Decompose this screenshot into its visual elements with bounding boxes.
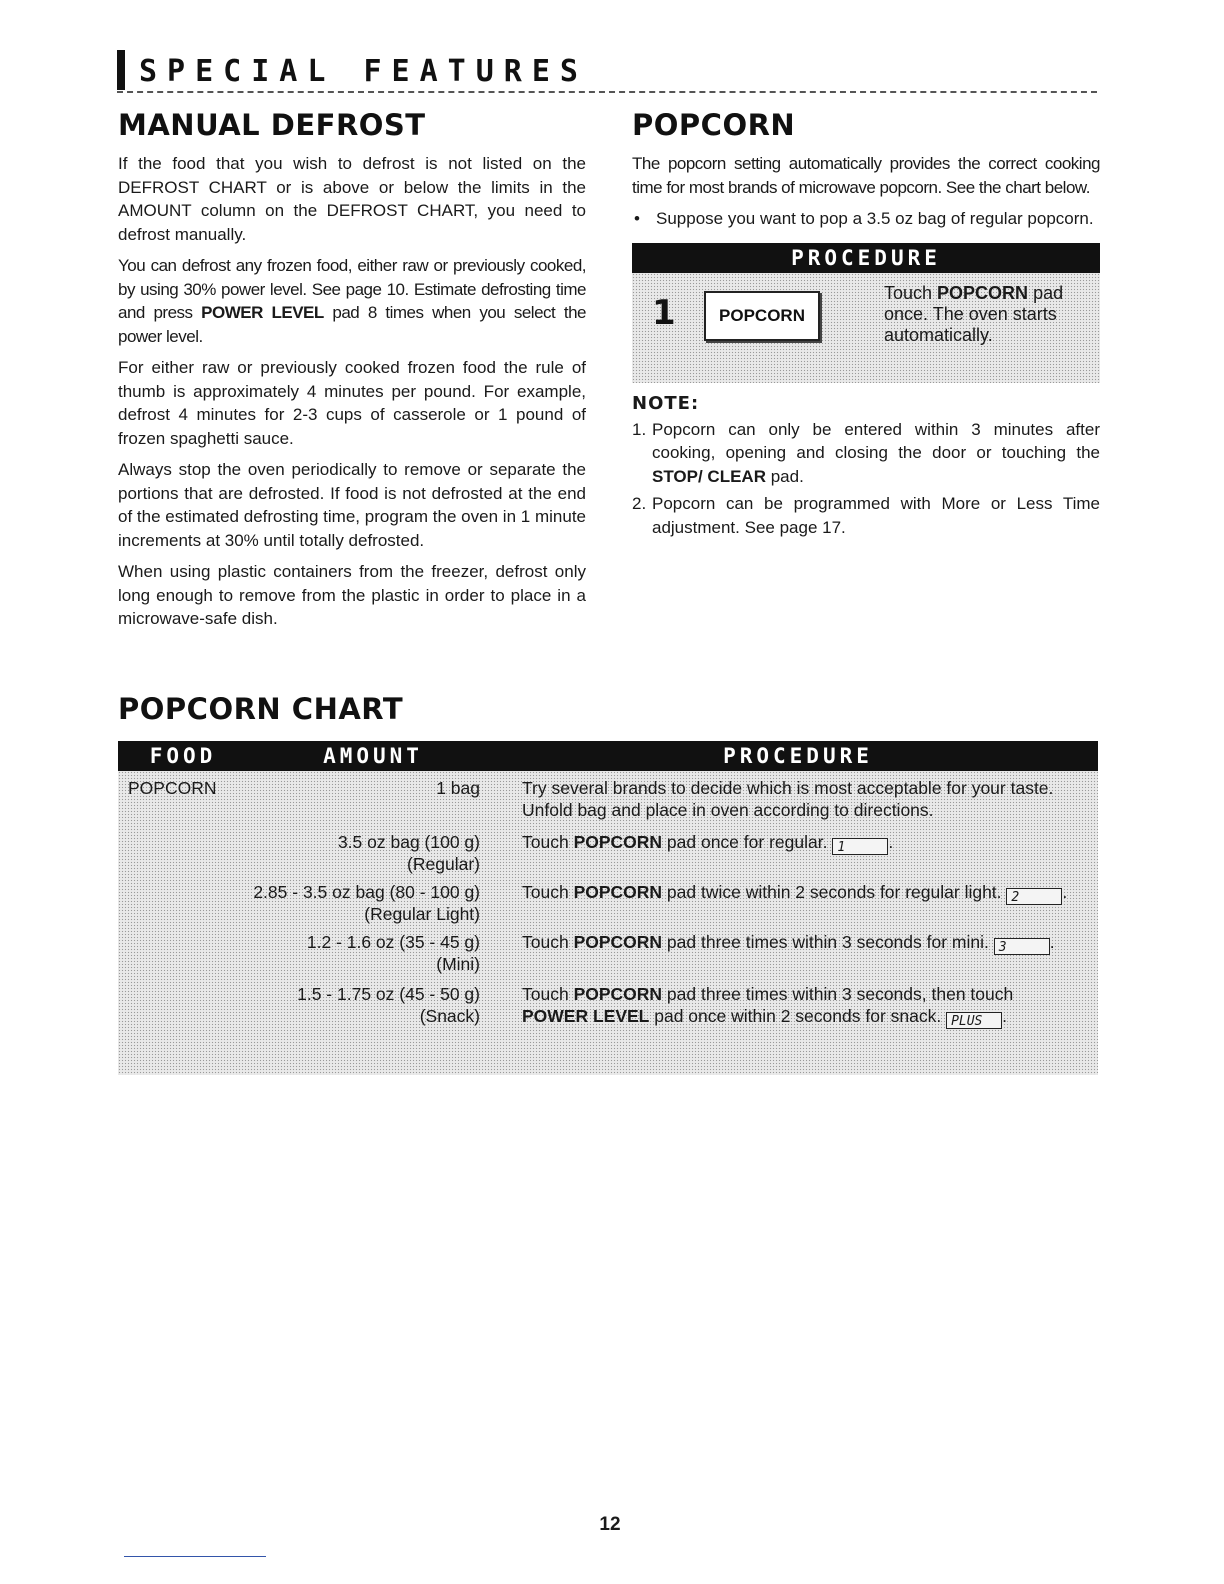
popcorn-intro: The popcorn setting automatically provides the correct cooking time for most brands of microwave popcorn. See the chart below. <box>632 154 1100 197</box>
proc-end: . <box>1062 882 1068 902</box>
cell-food: POPCORN <box>128 778 217 798</box>
proc-end: . <box>1049 932 1055 952</box>
manual-defrost-heading: MANUAL DEFROST <box>118 108 426 142</box>
proc-text-mid: pad three times within 3 seconds for mini. <box>662 932 989 952</box>
cell-procedure <box>498 983 1098 1053</box>
procedure-box <box>632 273 1100 383</box>
proc-end: . <box>1002 1006 1007 1026</box>
proc-end: . <box>888 832 894 852</box>
note-text: Popcorn can only be entered within 3 minutes after cooking, opening and closing the door or touching the <box>652 419 1100 462</box>
proc-bold: POPCORN <box>573 882 663 902</box>
manual-defrost-p4: Always stop the oven periodically to remove or separate the portions that are defrosted. If food is not defrosted at the end of the estimated defrosting time, program the oven in 1 minute increments at 30% until totally defrosted. <box>118 460 586 550</box>
cell-amount <box>248 881 498 931</box>
section-header <box>117 48 1097 94</box>
amount-type: (Snack) <box>419 1006 480 1026</box>
cell-amount <box>248 831 498 881</box>
header-rule <box>117 91 1097 93</box>
p2-bold: POWER LEVEL <box>201 303 324 322</box>
cell-food <box>118 983 248 1053</box>
p2-text: You can defrost any frozen food, either raw or previously cooked, by using 30% power level. See page 10. Estimate defrosting time and press <box>118 256 586 322</box>
note-bold: STOP/ CLEAR <box>652 466 766 486</box>
cell-food <box>118 831 248 881</box>
step-bold: POPCORN <box>937 282 1029 303</box>
p2-text-end: pad 8 times when you select the power level. <box>118 303 586 346</box>
cell-amount <box>248 931 498 983</box>
note-number: 1. <box>632 419 647 439</box>
cell-food <box>118 881 248 931</box>
notes-list <box>632 418 1100 540</box>
list-item <box>632 418 1100 489</box>
proc-text: Touch <box>522 882 574 902</box>
proc-bold: POPCORN <box>573 932 663 952</box>
cell-amount: 1 bag <box>436 778 480 798</box>
manual-defrost-p2 <box>118 254 586 348</box>
amount-type: (Mini) <box>436 954 480 974</box>
note-heading: NOTE: <box>632 392 700 414</box>
list-item <box>632 492 1100 539</box>
display-readout: 3 <box>994 938 1050 955</box>
step-number: 1 <box>652 292 676 333</box>
proc-text-end: pad once within 2 seconds for snack. <box>649 1006 947 1026</box>
proc-text-mid: pad twice within 2 seconds for regular light. <box>662 882 1002 902</box>
step-instruction <box>884 283 1094 346</box>
display-readout: PLUS <box>946 1012 1002 1029</box>
table-row <box>118 931 1098 983</box>
popcorn-bullets <box>632 207 1100 231</box>
proc-text: Touch <box>522 984 574 1004</box>
cell-amount <box>248 983 498 1053</box>
proc-text-mid: pad three times within 3 seconds, then touch <box>662 984 1014 1004</box>
table-row <box>118 831 1098 881</box>
display-readout: 1 <box>832 838 888 855</box>
popcorn-chart-table <box>118 741 1098 1075</box>
procedure-header: PROCEDURE <box>632 243 1100 273</box>
table-header-row <box>118 741 1098 771</box>
amount-line: 1.2 - 1.6 oz (35 - 45 g) <box>306 932 480 952</box>
proc-text: Touch <box>522 932 574 952</box>
proc-bold: POPCORN <box>573 984 663 1004</box>
table-row <box>118 881 1098 931</box>
note-text: Popcorn can be programmed with More or Less Time adjustment. See page 17. <box>652 494 1100 537</box>
cell-procedure <box>498 831 1098 881</box>
amount-type: (Regular) <box>407 854 480 874</box>
note-number: 2. <box>632 494 647 513</box>
amount-line: 3.5 oz bag (100 g) <box>337 832 480 852</box>
amount-type: (Regular Light) <box>364 904 480 924</box>
amount-line: 2.85 - 3.5 oz bag (80 - 100 g) <box>253 882 480 902</box>
cell-procedure <box>498 931 1098 983</box>
popcorn-pad-button: POPCORN <box>704 291 820 341</box>
amount-line: 1.5 - 1.75 oz (45 - 50 g) <box>297 984 480 1004</box>
proc-bold: POPCORN <box>573 832 663 852</box>
table-row <box>118 983 1098 1053</box>
popcorn-heading: POPCORN <box>632 108 796 142</box>
step-text: Touch <box>884 282 938 303</box>
manual-defrost-p3: For either raw or previously cooked frozen food the rule of thumb is approximately 4 minutes per pound. For example, defrost 4 minutes for 2-3 cups of casserole or 1 pound of frozen spaghetti sauce. <box>118 358 586 448</box>
table-body <box>118 771 1098 1075</box>
footer-rule <box>124 1556 266 1557</box>
proc-text: Touch <box>522 832 574 852</box>
page-number: 12 <box>599 1514 621 1535</box>
cell-procedure: Try several brands to decide which is most acceptable for your taste. Unfold bag and place in oven according to directions. <box>522 778 1054 820</box>
header-bar <box>117 50 125 90</box>
column-header-procedure: PROCEDURE <box>723 744 873 768</box>
display-readout: 2 <box>1006 888 1062 905</box>
column-header-food: FOOD <box>149 744 217 768</box>
manual-defrost-p1: If the food that you wish to defrost is not listed on the DEFROST CHART or is above or below the limits in the AMOUNT column on the DEFROST CHART, you need to defrost manually. <box>118 154 586 244</box>
proc-text-mid: pad once for regular. <box>662 832 828 852</box>
manual-defrost-p5: When using plastic containers from the freezer, defrost only long enough to remove from the plastic in order to place in a microwave-safe dish. <box>118 562 586 628</box>
manual-defrost-column <box>118 108 586 639</box>
popcorn-column <box>632 108 1100 543</box>
list-item <box>632 207 1100 231</box>
bullet-text: Suppose you want to pop a 3.5 oz bag of regular popcorn. <box>656 209 1094 228</box>
bullet-dot: • <box>634 209 640 228</box>
column-header-amount: AMOUNT <box>323 744 423 768</box>
proc-bold-power-level: POWER LEVEL <box>522 1006 650 1026</box>
table-row <box>118 771 1098 831</box>
cell-procedure <box>498 881 1098 931</box>
note-text-end: pad. <box>765 466 804 486</box>
popcorn-chart-title: POPCORN CHART <box>118 692 404 726</box>
cell-food <box>118 931 248 983</box>
section-title: SPECIAL FEATURES <box>139 54 588 89</box>
step-text-end: pad once. The oven starts automatically. <box>884 282 1064 345</box>
